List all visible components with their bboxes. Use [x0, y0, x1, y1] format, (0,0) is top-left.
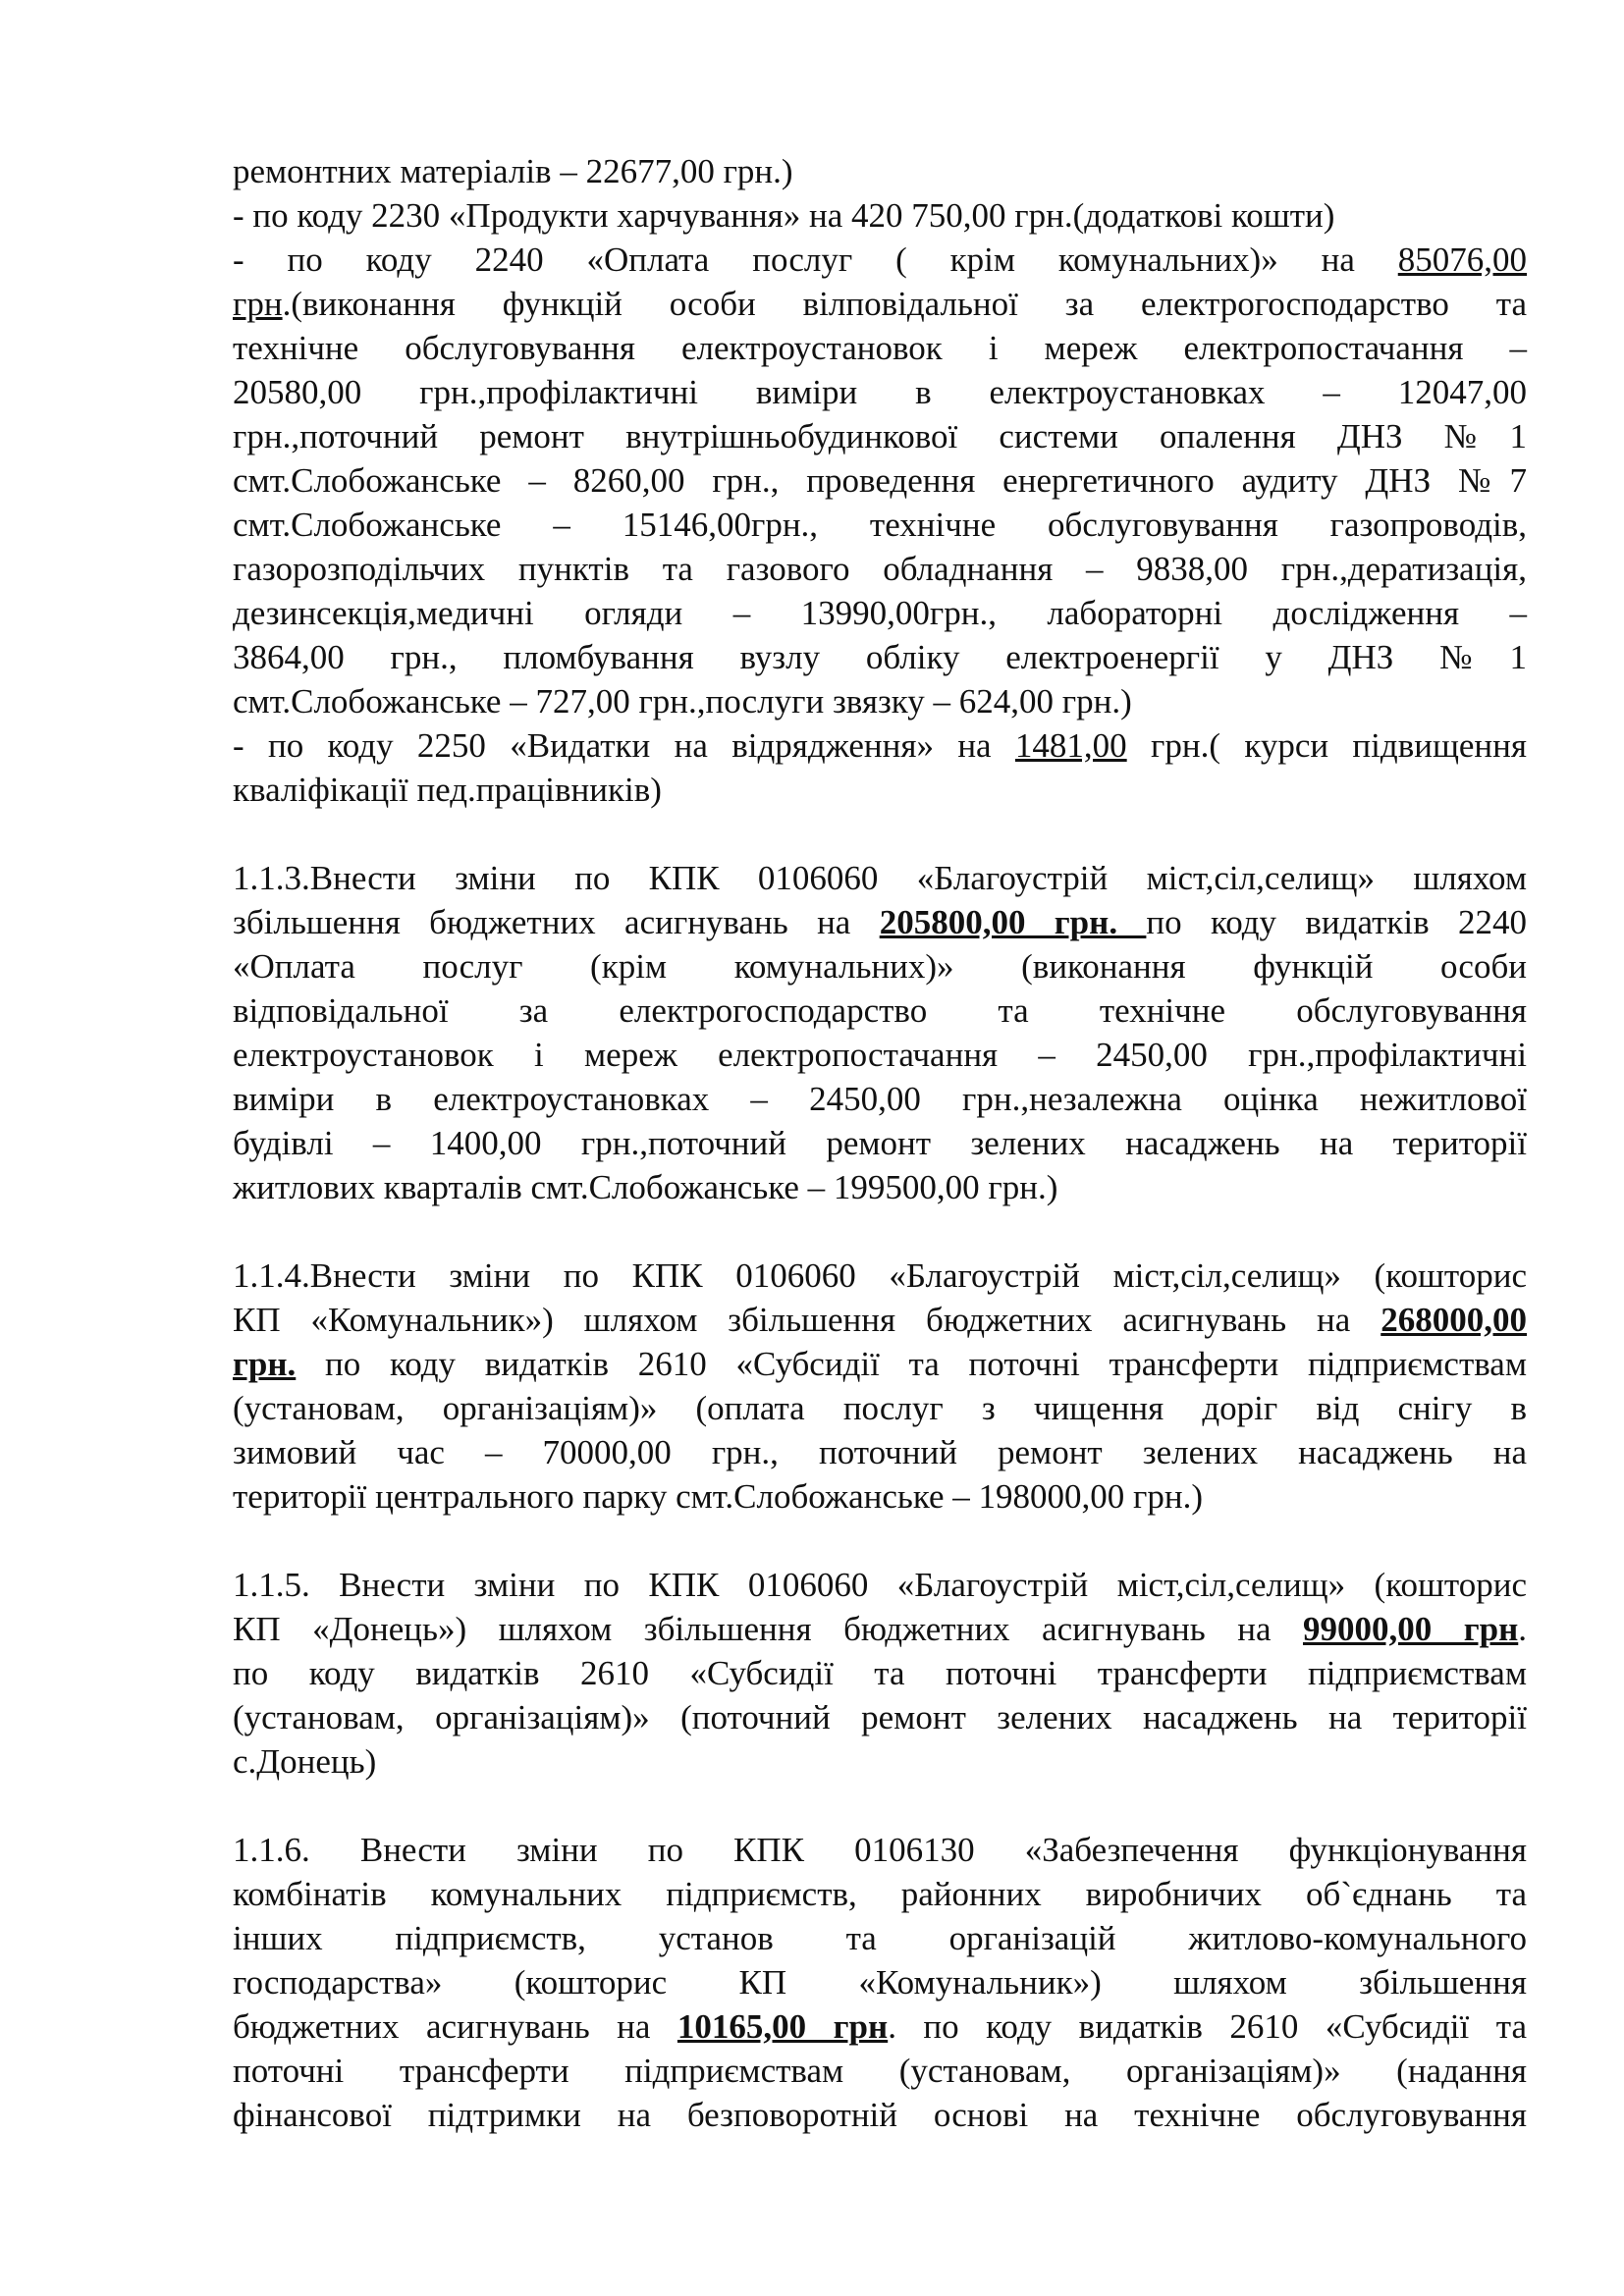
- text-run: виміри в електроустановках – 2450,00 грн.,незалежна оцінка нежитлової: [233, 1080, 1527, 1118]
- text-line: [233, 1033, 1527, 1077]
- text-run: поточні трансферти підприємствам (установам, організаціям)» (надання: [233, 2052, 1527, 2090]
- emphasized-amount: 85076,00: [1397, 240, 1527, 279]
- text-run: - по коду 2250 «Видатки на відрядження» на: [233, 726, 1015, 765]
- paragraph-gap: [233, 1519, 1527, 1563]
- text-run: - по коду 2240 «Оплата послуг ( крім комунальних)» на: [233, 240, 1398, 279]
- text-run: (установам, організаціям)» (оплата послуг з чищення доріг від снігу в: [233, 1389, 1527, 1427]
- paragraph-p-continuation: [233, 149, 1527, 812]
- text-run: господарства» (кошторис КП «Комунальник») шляхом збільшення: [233, 1963, 1527, 2002]
- text-line: [233, 856, 1527, 900]
- text-line: [233, 149, 1527, 193]
- paragraph-gap: [233, 812, 1527, 856]
- text-run: 1.1.3.Внести зміни по КПК 0106060 «Благоустрій міст,сіл,селищ» шляхом: [233, 859, 1527, 897]
- text-line: [233, 1695, 1527, 1739]
- text-run: дезинсекція,медичні огляди – 13990,00грн., лабораторні дослідження –: [233, 594, 1527, 632]
- text-line: [233, 1121, 1527, 1165]
- text-line: [233, 1386, 1527, 1430]
- text-run: грн.( курси підвищення: [1126, 726, 1527, 765]
- text-line: [233, 1342, 1527, 1386]
- text-line: [233, 238, 1527, 282]
- text-line: [233, 900, 1527, 944]
- text-line: [233, 414, 1527, 458]
- text-line: [233, 768, 1527, 812]
- text-run: (установам, організаціям)» (поточний ремонт зелених насаджень на території: [233, 1698, 1527, 1736]
- text-line: [233, 282, 1527, 326]
- text-line: [233, 193, 1527, 238]
- text-line: [233, 944, 1527, 988]
- text-run: електроустановок і мереж електропостачання – 2450,00 грн.,профілактичні: [233, 1036, 1527, 1074]
- text-run: по коду видатків 2610 «Субсидії та поточні трансферти підприємствам: [233, 1654, 1527, 1692]
- text-line: [233, 1474, 1527, 1519]
- paragraph-gap: [233, 1209, 1527, 1254]
- text-line: [233, 1872, 1527, 1916]
- text-run: інших підприємств, установ та організацій житлово-комунального: [233, 1919, 1527, 1957]
- text-run: території центрального парку смт.Слобожанське – 198000,00 грн.): [233, 1477, 1204, 1516]
- text-run: с.Донець): [233, 1742, 377, 1781]
- text-run: КП «Комунальник») шляхом збільшення бюджетних асигнувань на: [233, 1301, 1381, 1339]
- text-run: зимовий час – 70000,00 грн., поточний ремонт зелених насаджень на: [233, 1433, 1527, 1471]
- text-line: [233, 2004, 1527, 2049]
- text-run: технічне обслуговування електроустановок і мереж електропостачання –: [233, 329, 1527, 367]
- emphasized-amount: грн.: [233, 1345, 297, 1383]
- text-line: [233, 1960, 1527, 2004]
- text-run: комбінатів комунальних підприємств, районних виробничих об`єднань та: [233, 1875, 1527, 1913]
- text-line: [233, 1077, 1527, 1121]
- text-run: ремонтних матеріалів – 22677,00 грн.): [233, 152, 793, 190]
- text-run: бюджетних асигнувань на: [233, 2007, 677, 2046]
- text-line: [233, 1916, 1527, 1960]
- text-run: житлових кварталів смт.Слобожанське – 199500,00 грн.): [233, 1168, 1058, 1206]
- text-run: по коду видатків 2240: [1146, 903, 1527, 941]
- emphasized-amount: 1481,00: [1014, 726, 1127, 765]
- emphasized-amount: 10165,00 грн: [677, 2007, 889, 2046]
- text-line: [233, 1828, 1527, 1872]
- text-line: [233, 370, 1527, 414]
- text-run: збільшення бюджетних асигнувань на: [233, 903, 880, 941]
- text-line: [233, 503, 1527, 547]
- text-run: 1.1.4.Внести зміни по КПК 0106060 «Благоустрій міст,сіл,селищ» (кошторис: [233, 1256, 1527, 1295]
- text-line: [233, 723, 1527, 768]
- text-line: [233, 591, 1527, 635]
- paragraph-p-1-1-3: [233, 856, 1527, 1209]
- document-page: [233, 149, 1527, 2137]
- text-line: [233, 1607, 1527, 1651]
- text-line: [233, 635, 1527, 679]
- text-run: газорозподільчих пунктів та газового обладнання – 9838,00 грн.,дератизація,: [233, 550, 1527, 588]
- text-run: 1.1.5. Внести зміни по КПК 0106060 «Благоустрій міст,сіл,селищ» (кошторис: [233, 1566, 1527, 1604]
- text-run: будівлі – 1400,00 грн.,поточний ремонт зелених насаджень на території: [233, 1124, 1527, 1162]
- text-line: [233, 1739, 1527, 1784]
- text-line: [233, 547, 1527, 591]
- emphasized-amount: грн: [233, 285, 283, 323]
- text-run: смт.Слобожанське – 8260,00 грн., проведення енергетичного аудиту ДНЗ №7: [233, 461, 1527, 500]
- text-run: смт.Слобожанське – 727,00 грн.,послуги звязку – 624,00 грн.): [233, 682, 1132, 721]
- text-run: .(виконання функцій особи вілповідальної за електрогосподарство та: [282, 285, 1527, 323]
- text-line: [233, 1430, 1527, 1474]
- text-line: [233, 679, 1527, 723]
- text-line: [233, 1298, 1527, 1342]
- text-run: - по коду 2230 «Продукти харчування» на 420 750,00 грн.(додаткові кошти): [233, 196, 1335, 235]
- text-run: фінансової підтримки на безповоротній основі на технічне обслуговування: [233, 2096, 1527, 2134]
- emphasized-amount: 99000,00 грн: [1302, 1610, 1519, 1648]
- paragraph-gap: [233, 1784, 1527, 1828]
- text-run: КП «Донець») шляхом збільшення бюджетних асигнувань на: [233, 1610, 1303, 1648]
- emphasized-amount: 268000,00: [1380, 1301, 1527, 1339]
- text-run: 20580,00 грн.,профілактичні виміри в електроустановках – 12047,00: [233, 373, 1527, 411]
- text-run: грн.,поточний ремонт внутрішньобудинкової системи опалення ДНЗ №1: [233, 417, 1527, 455]
- text-run: .: [1518, 1610, 1527, 1648]
- text-line: [233, 1165, 1527, 1209]
- text-line: [233, 1254, 1527, 1298]
- text-line: [233, 1651, 1527, 1695]
- text-run: кваліфікації пед.працівників): [233, 771, 662, 809]
- paragraph-p-1-1-5: [233, 1563, 1527, 1784]
- text-line: [233, 2049, 1527, 2093]
- emphasized-amount: 205800,00 грн.: [879, 903, 1147, 941]
- text-line: [233, 1563, 1527, 1607]
- text-line: [233, 458, 1527, 503]
- text-run: відповідальної за електрогосподарство та технічне обслуговування: [233, 991, 1527, 1030]
- text-run: по коду видатків 2610 «Субсидії та поточні трансферти підприємствам: [296, 1345, 1527, 1383]
- text-line: [233, 2093, 1527, 2137]
- text-run: 1.1.6. Внести зміни по КПК 0106130 «Забезпечення функціонування: [233, 1831, 1527, 1869]
- text-run: смт.Слобожанське – 15146,00грн., технічне обслуговування газопроводів,: [233, 506, 1527, 544]
- paragraph-p-1-1-6: [233, 1828, 1527, 2137]
- text-line: [233, 988, 1527, 1033]
- text-run: 3864,00 грн., пломбування вузлу обліку електроенергії у ДНЗ №1: [233, 638, 1527, 676]
- text-line: [233, 326, 1527, 370]
- text-run: «Оплата послуг (крім комунальних)» (виконання функцій особи: [233, 947, 1527, 986]
- paragraph-p-1-1-4: [233, 1254, 1527, 1519]
- text-run: . по коду видатків 2610 «Субсидії та: [888, 2007, 1527, 2046]
